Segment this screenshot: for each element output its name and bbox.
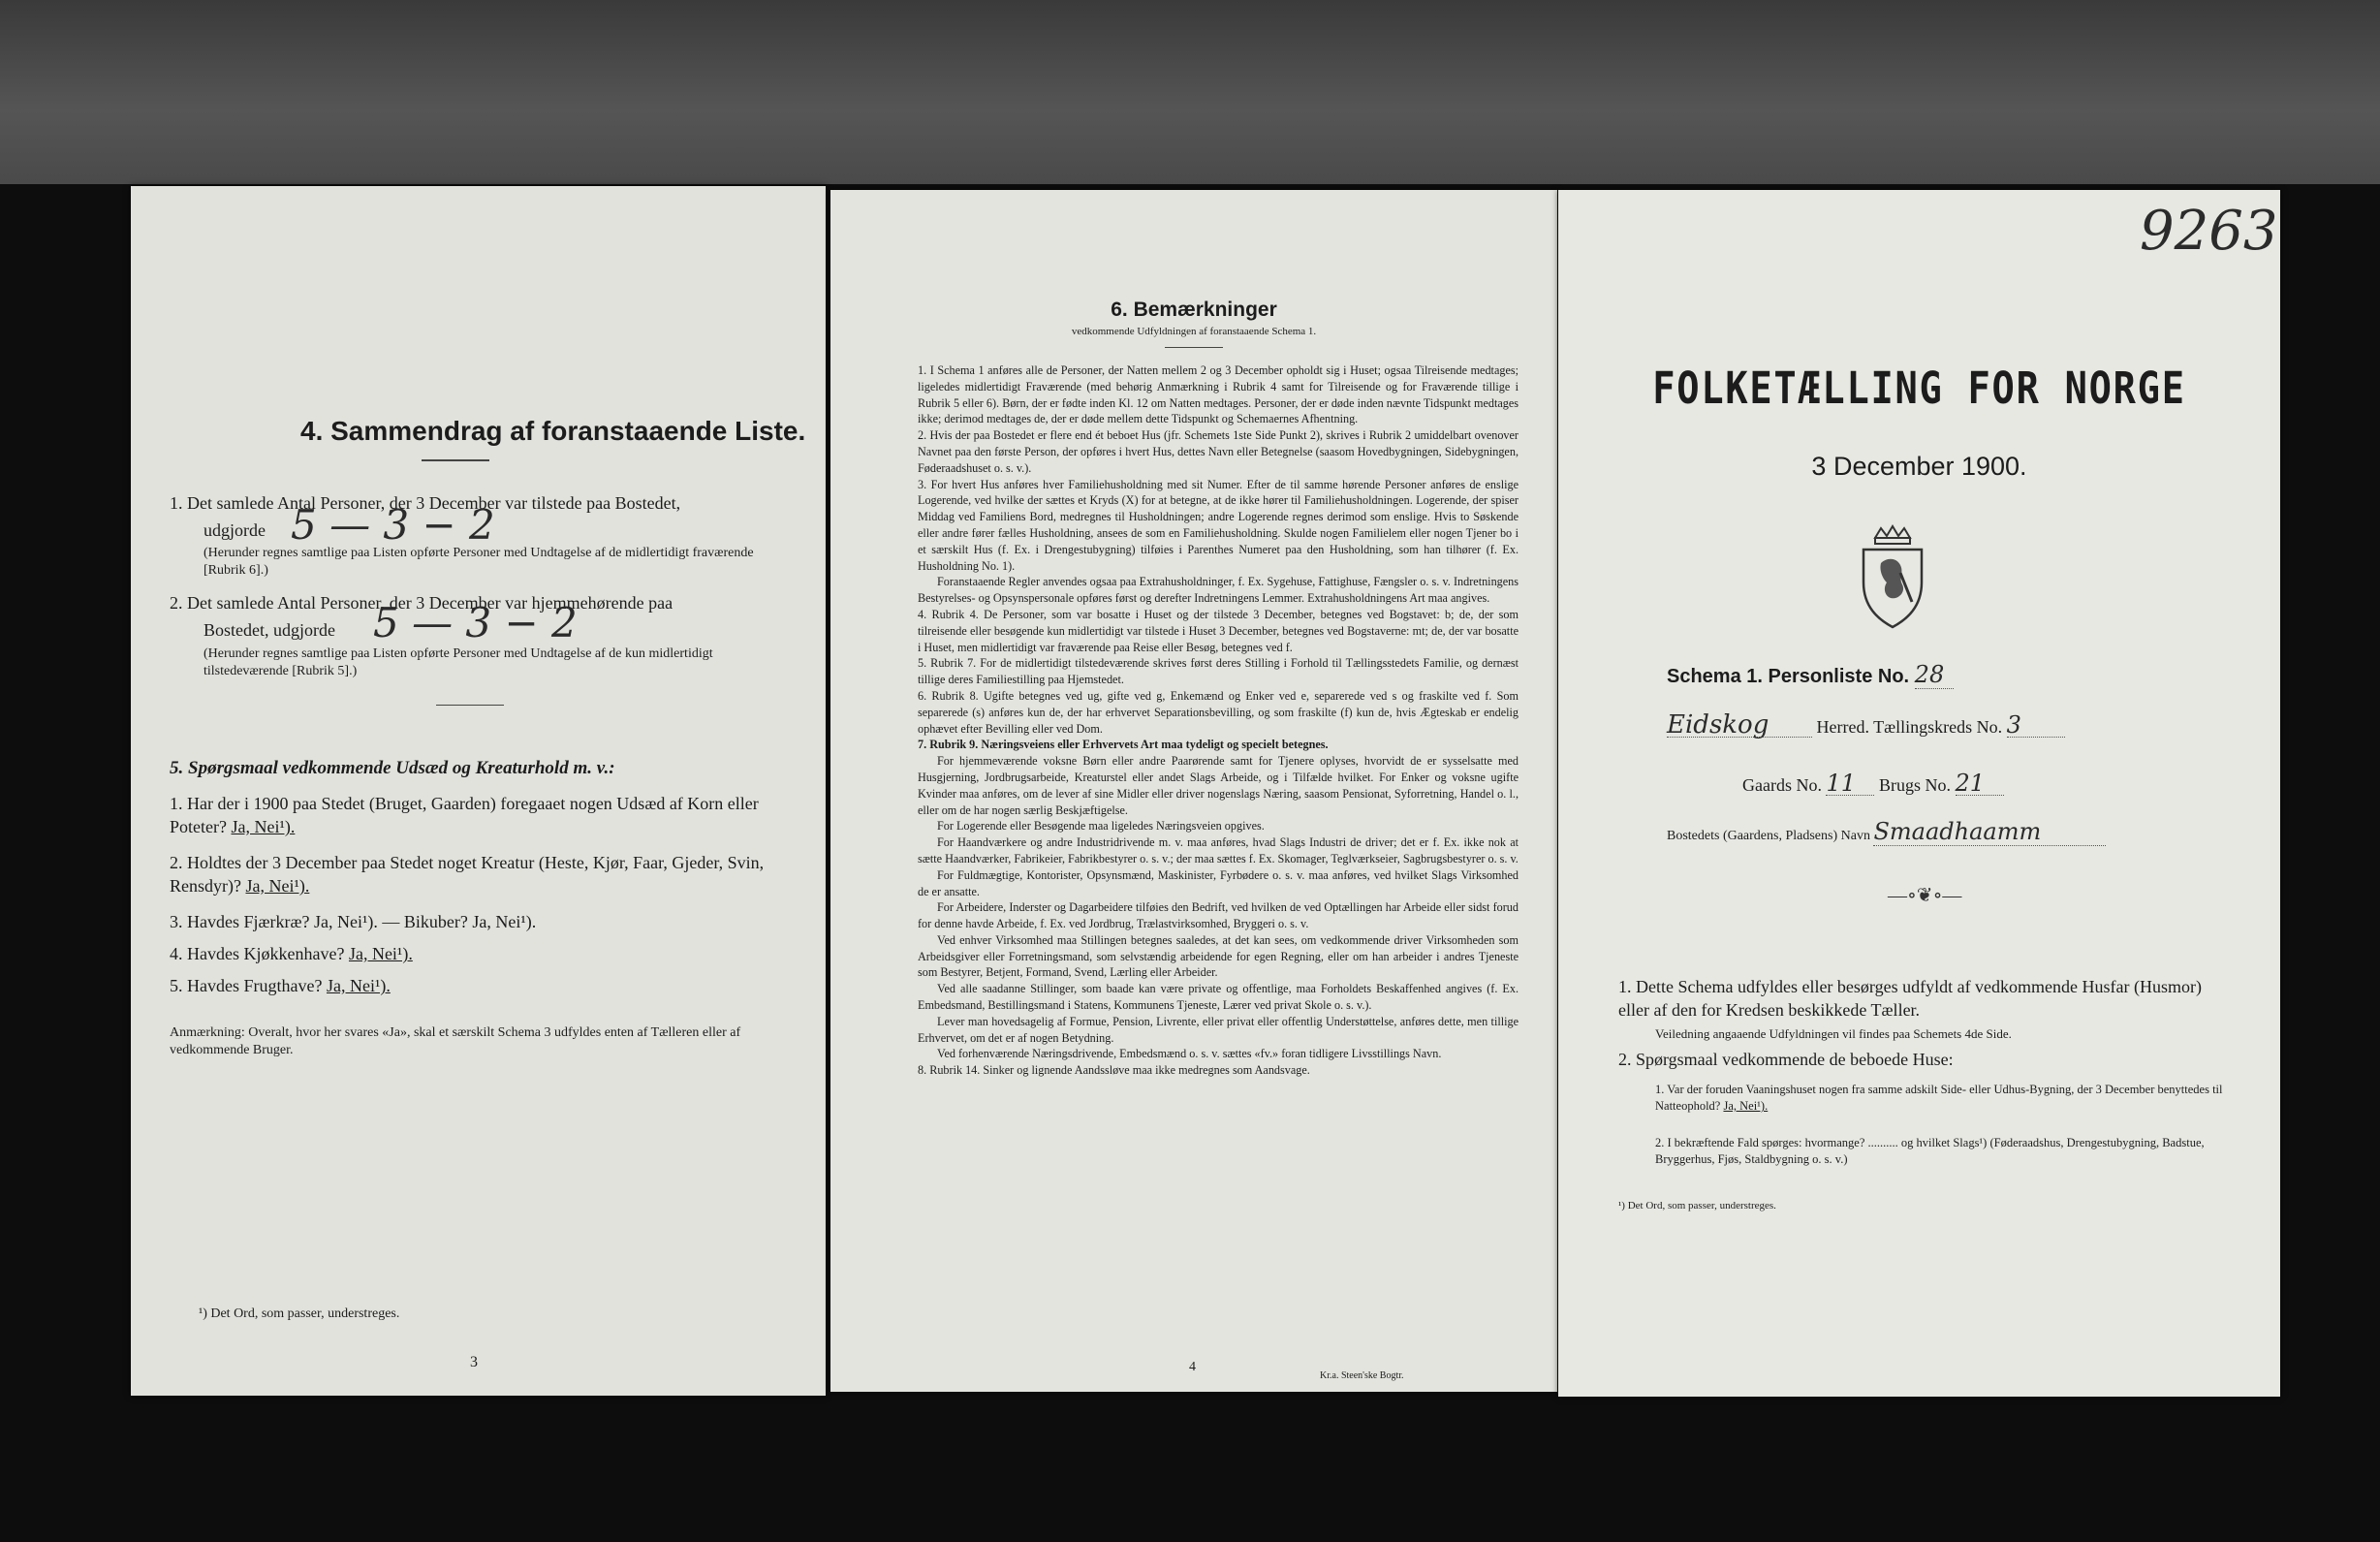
herred-name: Eidskog: [1667, 713, 1812, 738]
q1-note: (Herunder regnes samtlige paa Listen opførte Personer med Undtagelse af de midlertidigt fraværende [Rubrik 6].): [204, 546, 754, 578]
kreds-number: 3: [2007, 713, 2065, 738]
divider: [422, 459, 489, 461]
remark-item: 7. Rubrik 9. Næringsveiens eller Erhvervets Art maa tydeligt og specielt betegnes.: [918, 738, 1329, 752]
remark-item: 4. Rubrik 4. De Personer, som var bosatte i Huset og der tilstede 3 December, betegnes ved Bogstavet: b; de, der som tilreisende eller besøgende kun midlertidigt var tilstede i Huset 3 December, betegnes ved Bogstaverne: mt; de, der var bosatte i Huset, men midlertidigt var fraværende paa Reise eller Besøg, betegnes ved f.: [918, 607, 1519, 654]
q5-2: 2. Holdtes der 3 December paa Stedet noget Kreatur (Heste, Kjør, Faar, Gjeder, Svin, Rensdyr)? Ja, Nei¹).: [170, 853, 765, 896]
remark-item: For Logerende eller Besøgende maa ligeledes Næringsveien opgives.: [937, 819, 1265, 834]
q5-5: 5. Havdes Frugthave? Ja, Nei¹).: [170, 976, 391, 995]
remark-item: 8. Rubrik 14. Sinker og lignende Aandssløve maa ikke medregnes som Aandsvage.: [918, 1063, 1310, 1078]
q1-handwritten: 5 — 3 − 2: [291, 501, 495, 549]
remark-item: For Arbeidere, Inderster og Dagarbeidere tilføies den Bedrift, ved hvilken de ved Optællingen har Arbeide eller sidst forud for denne havde Arbeide, f. Ex. ved Jordbrug, Trælastvirksomhed, Bryggeri o. s. v.: [918, 900, 1519, 931]
schema-line: Schema 1. Personliste No. 28: [1667, 661, 1954, 689]
q5-3: 3. Havdes Fjærkræ? Ja, Nei¹). — Bikuber? Ja, Nei¹).: [170, 912, 537, 931]
section5-heading: 5. Spørgsmaal vedkommende Udsæd og Kreaturhold m. v.:: [170, 758, 615, 778]
q2-note: (Herunder regnes samtlige paa Listen opførte Personer med Undtagelse af de kun midlertidigt tilstedeværende [Rubrik 5].): [204, 646, 713, 678]
remark-item: 1. I Schema 1 anføres alle de Personer, der Natten mellem 2 og 3 December opholdt sig i Huset; ogsaa Tilreisende medtages; ligeledes midlertidigt Fraværende (med behørig Anmærkning i Rubrik 4 samt for Tilreisende og for Fraværende tillige i Rubrik 5 eller 6). Børn, der er fødte inden Kl. 12 om Natten medtages. Personer, der er døde inden nævnte Tidspunkt medtages ikke; derimod medtages de, der er døde mellem dette Tidspunkt og Schemaernes Afhentning.: [918, 363, 1519, 426]
bosted-name: Smaadhaamm: [1873, 818, 2106, 846]
divider: [1165, 347, 1223, 348]
remark-item: 6. Rubrik 8. Ugifte betegnes ved ug, gifte ved g, Enkemænd og Enker ved e, separerede ved s og fraskilte ved f. Som separerede (s) anføres kun de, der har erhvervet Separationsbevilling, og som fraskilte (f) kun de, hvis Ægteskab er endelig ophævet efter Bevilling eller ved Dom.: [918, 688, 1519, 736]
bosted-line: Bostedets (Gaardens, Pladsens) Navn Smaadhaamm: [1667, 818, 2268, 846]
brugs-number: 21: [1956, 771, 2004, 796]
personliste-number: 28: [1915, 661, 1954, 689]
q2-line1: 2. Det samlede Antal Personer, der 3 December var hjemmehørende paa: [170, 593, 673, 613]
footnote: ¹) Det Ord, som passer, understreges.: [1618, 1200, 1776, 1212]
remark-item: Ved alle saadanne Stillinger, som baade kan være private og offentlige, maa Forholdets Beskaffenhed angives (f. Ex. Embedsmand, Bestillingsmand i Statens, Kommunens Tjeneste, Lærer ved privat Skole o. s. v.).: [918, 982, 1519, 1013]
q2-label: Bostedet, udgjorde: [204, 620, 335, 640]
q5-1: 1. Har der i 1900 paa Stedet (Bruget, Gaarden) foregaaet nogen Udsæd af Korn eller Poteter? Ja, Nei¹).: [170, 794, 759, 836]
norway-coat-of-arms-icon: [1854, 524, 1931, 636]
remark-item: Ved forhenværende Næringsdrivende, Embedsmænd o. s. v. sættes «fv.» foran tidligere Livsstillings Navn.: [937, 1047, 1442, 1061]
remark-item: 3. For hvert Hus anføres hver Familiehusholdning med sit Numer. Efter de til samme hørende Personer anføres de enslige Logerende, ved hvilke der sættes et Kryds (X) for at betegne, at de ikke hører til Familiehusholdningen. Logerende, der spiser Middag ved Familiens Bord, medregnes til Husholdningen; andre Logerende regnes derimod som enslige. Hvis to Søskende eller andre fører fælles Husholdning, ansees de som en Familiehusholdning. Skulde nogen Familielem eller nogen Tjener bo i et særskilt Hus (f. Ex. i Drengestubygning) tilføies i Parenthes Numeret paa den Husholdning, som han tilhører (f. Ex. Husholdning No. 1).: [918, 477, 1519, 573]
remark-item: 2. Hvis der paa Bostedet er flere end ét beboet Hus (jfr. Schemets 1ste Side Punkt 2), skrives i Rubrik 2 umiddelbart ovenover Navnet paa den første Person, der opføres i hvert Hus, dettes Navn eller Betegnelse (saasom Hovedbygningen, Sidebygningen, Føderaadshuset o. s. v.).: [918, 428, 1519, 475]
q5-3-answer: Ja, Nei¹). — Bikuber? Ja, Nei¹).: [313, 912, 537, 931]
middle-page: [830, 190, 1557, 1392]
q5-2-answer: Ja, Nei¹).: [245, 876, 310, 896]
page-number: 4: [1189, 1360, 1196, 1374]
remarks-subheading: vedkommende Udfyldningen af foranstaaende Schema 1.: [1071, 326, 1317, 337]
right-page: [1558, 190, 2280, 1397]
instruction-2-2: 2. I bekræftende Fald spørges: hvormange? .......... og hvilket Slags¹) (Føderaadshus, Drengestubygning, Badstue, Bryggerhus, Fjøs, Staldbygning o. s. v.): [1655, 1136, 2205, 1166]
archive-number: 9263: [2140, 200, 2278, 263]
instruction-2: 2. Spørgsmaal vedkommende de beboede Huse:: [1618, 1050, 1954, 1069]
remark-item: Foranstaaende Regler anvendes ogsaa paa Extrahusholdninger, f. Ex. Sygehuse, Fattighuse, Fængsler o. s. v. Indretningens Bestyrelses- og Opsynspersonale opføres først og derefter Indretningens Lemmer. Extrahusholdningens Art maa angives.: [918, 575, 1519, 606]
q2-handwritten: 5 — 3 − 2: [373, 599, 578, 646]
gaards-number: 11: [1826, 771, 1874, 796]
q5-4: 4. Havdes Kjøkkenhave? Ja, Nei¹).: [170, 944, 413, 963]
anmerkning: Anmærkning: Overalt, hvor her svares «Ja», skal et særskilt Schema 3 udfyldes enten af Tælleren eller af vedkommende Bruger.: [170, 1025, 741, 1057]
herred-line: Eidskog Herred. Tællingskreds No. 3: [1667, 713, 2248, 739]
page-number: 3: [470, 1354, 478, 1370]
q1-line1: 1. Det samlede Antal Personer, der 3 December var tilstede paa Bostedet,: [170, 493, 681, 513]
remark-item: For hjemmeværende voksne Børn eller andre Paarørende samt for Tjenere oplyses, hvorvidt de er sysselsatte med Husgjerning, Jordbrugsarbeide, Kreaturstel eller andet Slags Arbeide, og i Tilfælde hvilket. For Enker og voksne ugifte Kvinder maa anføres, om de lever af sine Midler eller driver nogenslags Næring, saasom Pensionat, Syforretning, Handel o. l., eller om de har nogen særlig Beskjæftigelse.: [918, 754, 1519, 817]
remark-item: For Fuldmægtige, Kontorister, Opsynsmænd, Maskinister, Fyrbødere o. s. v. maa anføres, ved hvilket Slags Virksomhed de er ansatte.: [918, 867, 1519, 898]
remarks-list: [918, 362, 1519, 1079]
q5-5-answer: Ja, Nei¹).: [326, 976, 391, 995]
remark-item: For Haandværkere og andre Industridrivende m. v. maa anføres, hvad Slags Industri de driver; det er f. Ex. ikke nok at sætte Haandværker, Fabrikeier, Fabrikbestyrer o. s. v.; der maa sættes f. Ex. Skomager, Teglværkseier, Sagbrugsbestyrer o. s. v.: [918, 835, 1519, 865]
remark-item: Lever man hovedsagelig af Formue, Pension, Livrente, eller privat eller offentlig Understøttelse, anføres dette, men tillige Erhvervet, om det er af nogen Betydning.: [918, 1014, 1519, 1045]
divider: [436, 705, 504, 706]
instruction-1-note: Veiledning angaaende Udfyldningen vil findes paa Schemets 4de Side.: [1655, 1026, 2012, 1041]
instruction-1: 1. Dette Schema udfyldes eller besørges udfyldt af vedkommende Husfar (Husmor) eller af den for Kredsen beskikkede Tæller.: [1618, 977, 2202, 1020]
remarks-heading: 6. Bemærkninger: [1111, 299, 1277, 321]
instruction-2-1: 1. Var der foruden Vaaningshuset nogen fra samme adskilt Side- eller Udhus-Bygning, der 3 December benyttedes til Natteophold? Ja, Nei¹).: [1655, 1083, 2223, 1113]
background-top: [0, 0, 2380, 184]
printer-mark: Kr.a. Steen'ske Bogtr.: [1320, 1370, 1404, 1381]
remark-item: Ved enhver Virksomhed maa Stillingen betegnes saaledes, at det kan sees, om vedkommende driver Virksomheden som Arbeidsgiver eller Forretningsmand, som selvstændig arbeidende for egen Regning, eller om han arbeider i andres Tjeneste som Bestyrer, Betjent, Formand, Svend, Lærling eller Arbeider.: [918, 932, 1519, 980]
footnote: ¹) Det Ord, som passer, understreges.: [199, 1306, 400, 1321]
instruction-2-1-answer: Ja, Nei¹).: [1723, 1099, 1769, 1113]
q1-label: udgjorde: [204, 520, 266, 540]
q5-1-answer: Ja, Nei¹).: [231, 817, 296, 836]
gaards-line: Gaards No. 11 Brugs No. 21: [1742, 771, 2246, 797]
census-title: FOLKETÆLLING FOR NORGE: [1652, 362, 2186, 414]
q5-4-answer: Ja, Nei¹).: [348, 944, 413, 963]
census-date: 3 December 1900.: [1811, 452, 2027, 481]
summary-heading: 4. Sammendrag af foranstaaende Liste.: [300, 416, 806, 446]
left-page: [131, 186, 826, 1396]
remark-item: 5. Rubrik 7. For de midlertidigt tilstedeværende skrives først deres Stilling i Forhold til Tællingsstedets Familie, og dernæst tillige deres Familiestilling paa Hjemstedet.: [918, 656, 1519, 687]
ornament: —∘❦∘—: [1888, 885, 1962, 906]
